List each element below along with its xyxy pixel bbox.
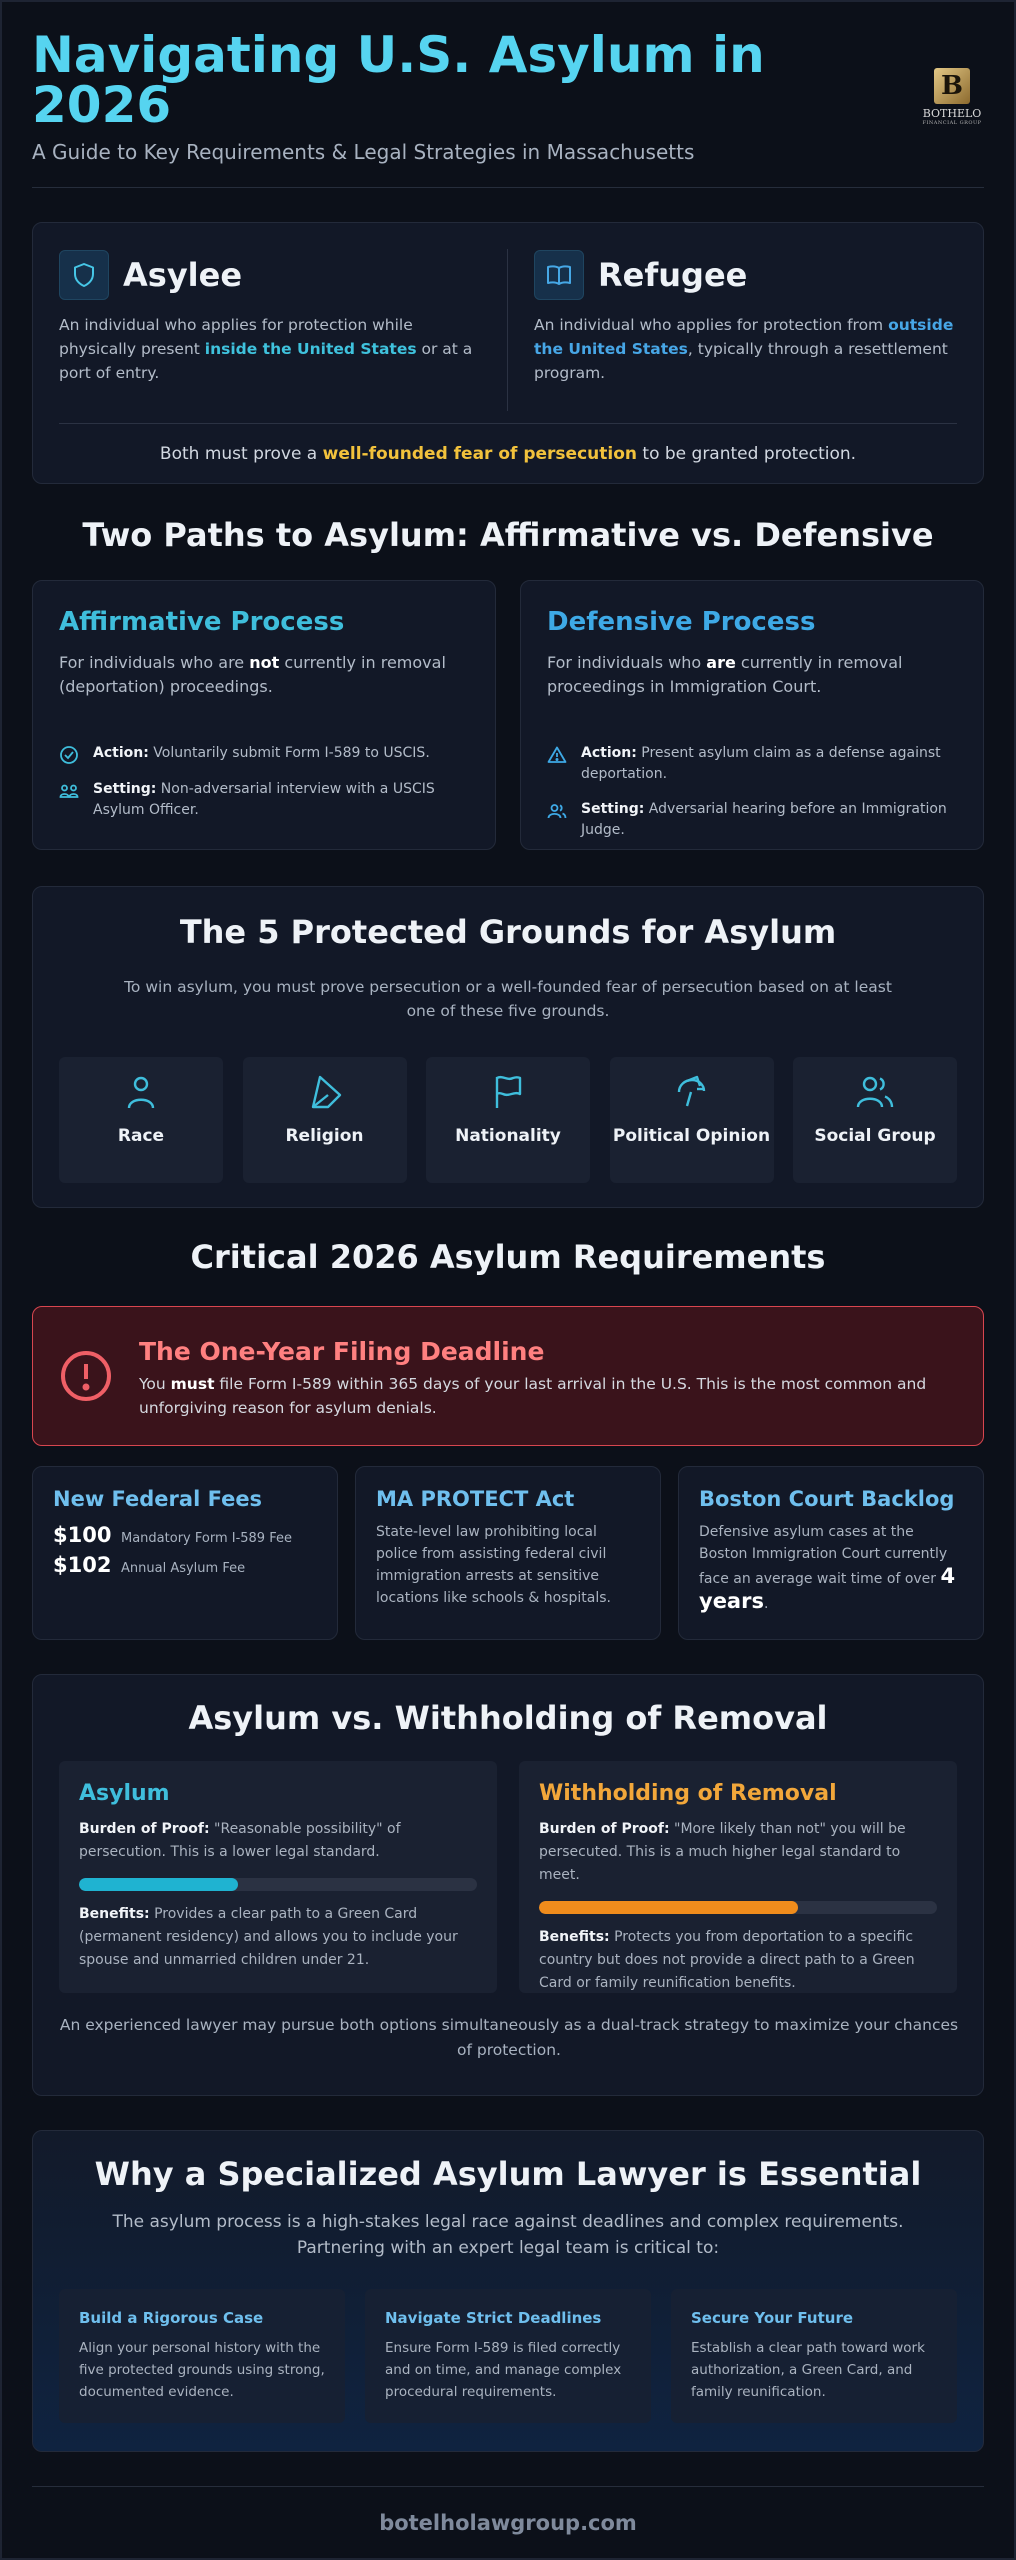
fee-amount: $100 bbox=[53, 1523, 112, 1547]
people-icon bbox=[59, 781, 79, 801]
fee-label: Annual Asylum Fee bbox=[121, 1561, 246, 1576]
refugee-title: Refugee bbox=[598, 256, 748, 294]
deadline-text: You must file Form I-589 within 365 days of your last arrival in the U.S. This is the most common and unforgiving reason for asylum denials. bbox=[139, 1375, 927, 1417]
benefit-text: Align your personal history with the five protected grounds using strong, documented evidence. bbox=[79, 2340, 325, 2400]
fees-title: New Federal Fees bbox=[53, 1487, 263, 1511]
removal-benefits: Benefits: Protects you from deportation to a specific country but does not provide a direct path to a Green Card or family reunification benefits. bbox=[539, 1929, 915, 1991]
brand-logo bbox=[920, 68, 984, 126]
backlog-text: Defensive asylum cases at the Boston Immigration Court currently face an average wait time of over 4 years. bbox=[699, 1524, 956, 1613]
ground-label: Race bbox=[117, 1126, 165, 1146]
removal-burden: Burden of Proof: "More likely than not" you will be persecuted. This is a much higher legal standard to meet. bbox=[539, 1821, 906, 1883]
dove-icon bbox=[306, 1073, 344, 1111]
grounds-lead: To win asylum, you must prove persecution or a well-founded fear of persecution based on at least one of these five grounds. bbox=[124, 978, 892, 1020]
page-title: Navigating U.S. Asylum in 2026 bbox=[32, 26, 765, 134]
defensive-card bbox=[520, 580, 984, 850]
fee-label: Mandatory Form I-589 Fee bbox=[121, 1531, 292, 1546]
affirmative-card bbox=[32, 580, 496, 850]
asylum-compare-card bbox=[59, 1761, 497, 1993]
grounds-title: The 5 Protected Grounds for Asylum bbox=[179, 913, 837, 951]
logo-mark: B bbox=[934, 68, 970, 104]
ground-label: Nationality bbox=[455, 1126, 561, 1146]
lawyer-card bbox=[32, 2130, 984, 2452]
asylum-benefits: Benefits: Provides a clear path to a Green Card (permanent residency) and allows you to include your spouse and unmarried children under 21. bbox=[79, 1906, 458, 1968]
requirements-title: Critical 2026 Asylum Requirements bbox=[190, 1238, 826, 1276]
benefit-text: Ensure Form I-589 is filed correctly and on time, and manage complex procedural requirements. bbox=[385, 2340, 622, 2400]
ground-label: Political Opinion bbox=[612, 1126, 771, 1146]
deadline-alert bbox=[32, 1306, 984, 1446]
check-circle-icon bbox=[59, 745, 79, 765]
refugee-text: An individual who applies for protection from outside the United States, typically through a resettlement program. bbox=[534, 316, 954, 382]
group-icon bbox=[855, 1073, 895, 1111]
ground-religion bbox=[243, 1057, 407, 1183]
asylee-column bbox=[59, 249, 508, 411]
protect-act-text: State-level law prohibiting local police from assisting federal civil immigration arrests at sensitive locations like schools & hospitals. bbox=[376, 1524, 611, 1606]
fees-card bbox=[32, 1466, 338, 1640]
removal-standard-fill bbox=[539, 1901, 798, 1914]
ground-label: Religion bbox=[285, 1126, 364, 1146]
defensive-setting: Setting: Adversarial hearing before an Immigration Judge. bbox=[547, 799, 957, 841]
benefit-card bbox=[365, 2289, 651, 2423]
book-icon bbox=[534, 250, 584, 300]
ground-label: Social Group bbox=[814, 1126, 936, 1146]
deadline-title: The One-Year Filing Deadline bbox=[139, 1337, 545, 1366]
defensive-desc: For individuals who are currently in removal proceedings in Immigration Court. bbox=[547, 653, 903, 696]
ground-social-group bbox=[793, 1057, 957, 1183]
definitions-footer: Both must prove a well-founded fear of persecution to be granted protection. bbox=[59, 423, 957, 464]
benefit-card bbox=[671, 2289, 957, 2423]
asylee-text: An individual who applies for protection while physically present inside the United States or at a port of entry. bbox=[59, 316, 473, 382]
footer bbox=[32, 2486, 984, 2535]
logo-subtitle: FINANCIAL GROUP bbox=[922, 120, 982, 126]
asylum-burden: Burden of Proof: "Reasonable possibility" of persecution. This is a lower legal standard. bbox=[79, 1821, 401, 1860]
benefit-title: Secure Your Future bbox=[691, 2309, 854, 2327]
removal-compare-title: Withholding of Removal bbox=[539, 1781, 837, 1806]
website-link[interactable]: botelholawgroup.com bbox=[379, 2511, 637, 2535]
backlog-years: 4 years bbox=[699, 1564, 956, 1613]
benefit-card bbox=[59, 2289, 345, 2423]
affirmative-desc: For individuals who are not currently in removal (deportation) proceedings. bbox=[59, 653, 446, 696]
header bbox=[32, 26, 984, 188]
asylee-highlight: inside the United States bbox=[204, 340, 417, 358]
removal-standard-bar bbox=[539, 1901, 937, 1914]
asylee-title: Asylee bbox=[123, 256, 243, 294]
ground-race bbox=[59, 1057, 223, 1183]
paths-title: Two Paths to Asylum: Affirmative vs. Defensive bbox=[82, 516, 934, 554]
alert-circle-icon bbox=[59, 1349, 113, 1403]
removal-compare-card bbox=[519, 1761, 957, 1993]
protect-act-card bbox=[355, 1466, 661, 1640]
benefit-title: Build a Rigorous Case bbox=[79, 2309, 264, 2327]
users-icon bbox=[547, 801, 567, 821]
asylum-standard-bar bbox=[79, 1878, 477, 1891]
grounds-row bbox=[59, 1057, 957, 1183]
benefit-title: Navigate Strict Deadlines bbox=[385, 2309, 602, 2327]
backlog-title: Boston Court Backlog bbox=[699, 1487, 955, 1511]
refugee-column bbox=[508, 249, 957, 411]
megaphone-icon bbox=[673, 1073, 711, 1111]
facts-row bbox=[32, 1466, 984, 1640]
paths-row bbox=[32, 580, 984, 850]
backlog-card bbox=[678, 1466, 984, 1640]
fee-line bbox=[53, 1553, 317, 1577]
warning-icon bbox=[547, 745, 567, 765]
shield-icon bbox=[59, 250, 109, 300]
lawyer-title: Why a Specialized Asylum Lawyer is Essential bbox=[94, 2155, 922, 2193]
asylum-compare-title: Asylum bbox=[79, 1781, 170, 1806]
withholding-card bbox=[32, 1674, 984, 2096]
flag-icon bbox=[489, 1073, 527, 1111]
person-icon bbox=[122, 1073, 160, 1111]
asylum-standard-fill bbox=[79, 1878, 238, 1891]
logo-name: BOTHELO bbox=[922, 107, 982, 120]
affirmative-action: Action: Voluntarily submit Form I-589 to USCIS. bbox=[59, 743, 469, 765]
ground-political-opinion bbox=[610, 1057, 774, 1183]
fee-line bbox=[53, 1523, 317, 1547]
withholding-title: Asylum vs. Withholding of Removal bbox=[188, 1699, 828, 1737]
affirmative-title: Affirmative Process bbox=[59, 607, 345, 637]
benefit-text: Establish a clear path toward work authorization, a Green Card, and family reunification. bbox=[691, 2340, 925, 2400]
persecution-highlight: well-founded fear of persecution bbox=[322, 444, 637, 464]
withholding-footer: An experienced lawyer may pursue both options simultaneously as a dual-track strategy to maximize your chances of protection. bbox=[59, 2016, 959, 2059]
affirmative-setting: Setting: Non-adversarial interview with a USCIS Asylum Officer. bbox=[59, 779, 469, 821]
lawyer-lead: The asylum process is a high-stakes legal race against deadlines and complex requirements. Partnering with an expert legal team is critical to: bbox=[112, 2212, 904, 2258]
page-subtitle: A Guide to Key Requirements & Legal Strategies in Massachusetts bbox=[32, 140, 695, 164]
protect-act-title: MA PROTECT Act bbox=[376, 1487, 575, 1511]
grounds-card bbox=[32, 886, 984, 1208]
defensive-title: Defensive Process bbox=[547, 607, 816, 637]
fee-amount: $102 bbox=[53, 1553, 112, 1577]
ground-nationality bbox=[426, 1057, 590, 1183]
definitions-card bbox=[32, 222, 984, 484]
refugee-highlight: outside the United States bbox=[534, 316, 954, 358]
defensive-action: Action: Present asylum claim as a defense against deportation. bbox=[547, 743, 957, 785]
